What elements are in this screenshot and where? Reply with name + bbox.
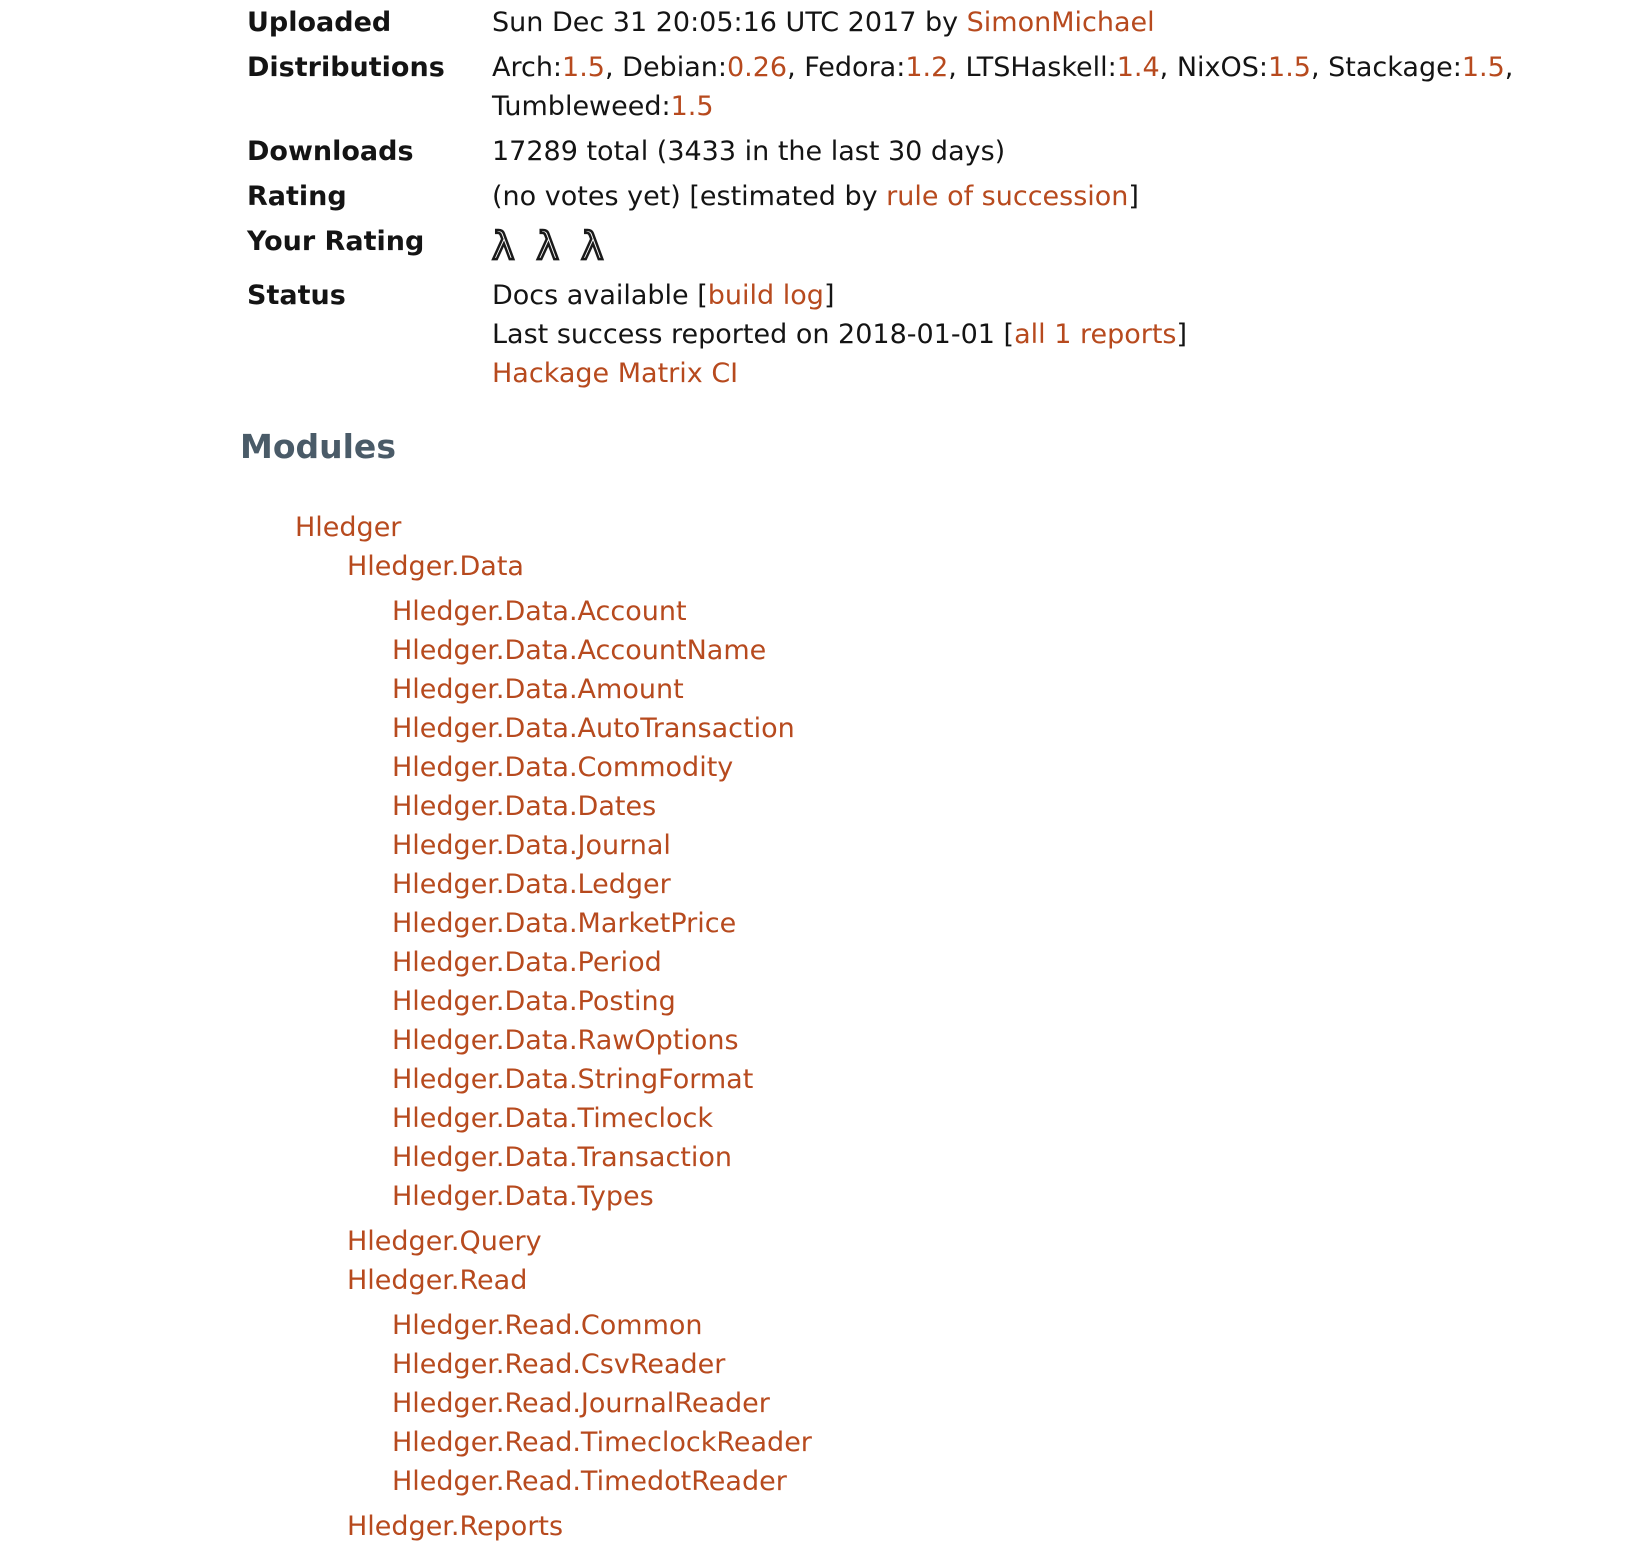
- status-matrix-line: [492, 354, 1513, 393]
- uploaded-value: [492, 3, 1513, 48]
- distribution-version-link[interactable]: 1.2: [905, 52, 949, 83]
- module-item: [240, 547, 1639, 586]
- module-link[interactable]: Hledger.Data.Dates: [392, 791, 657, 822]
- rating-label: Rating: [247, 181, 347, 212]
- all-reports-link[interactable]: all 1 reports: [1014, 319, 1177, 350]
- distribution-version-link[interactable]: 1.5: [562, 52, 605, 83]
- uploader-link[interactable]: SimonMichael: [966, 7, 1155, 38]
- distribution-separator: ,: [787, 52, 805, 83]
- module-item: [240, 982, 1639, 1021]
- distribution-name: NixOS:: [1176, 52, 1269, 83]
- distribution-name: Fedora:: [804, 52, 906, 83]
- rating-lambda-icon[interactable]: λ: [492, 224, 515, 268]
- module-item: [240, 865, 1639, 904]
- module-list: [240, 508, 1639, 1546]
- module-item: [240, 508, 1639, 547]
- hackage-matrix-ci-link[interactable]: Hackage Matrix CI: [492, 358, 739, 389]
- module-link[interactable]: Hledger.Reports: [347, 1511, 564, 1542]
- module-item: [240, 709, 1639, 748]
- module-item: [240, 670, 1639, 709]
- build-log-link[interactable]: build log: [707, 280, 824, 311]
- module-item: [240, 1306, 1639, 1345]
- module-item: [240, 1138, 1639, 1177]
- distribution-version-link[interactable]: 0.26: [726, 52, 788, 83]
- module-item: [240, 1021, 1639, 1060]
- module-item: [240, 826, 1639, 865]
- module-link[interactable]: Hledger.Query: [347, 1226, 542, 1257]
- module-link[interactable]: Hledger.Read.Common: [392, 1310, 703, 1341]
- module-link[interactable]: Hledger.Data.Journal: [392, 830, 671, 861]
- module-item: [240, 1507, 1639, 1546]
- status-success-suffix: ]: [1176, 319, 1188, 350]
- module-item: [240, 943, 1639, 982]
- module-link[interactable]: Hledger.Data.AccountName: [392, 635, 767, 666]
- module-link[interactable]: Hledger.Data.Period: [392, 947, 662, 978]
- module-item: [240, 631, 1639, 670]
- module-link[interactable]: Hledger.Data: [347, 551, 524, 582]
- distribution-separator: ,: [604, 52, 623, 83]
- distribution-name: Arch:: [492, 52, 563, 83]
- module-item: [240, 1099, 1639, 1138]
- module-link[interactable]: Hledger.Read.TimedotReader: [392, 1466, 787, 1497]
- module-link[interactable]: Hledger: [295, 512, 402, 543]
- status-docs-line: [492, 276, 1513, 315]
- distribution-separator: ,: [1310, 52, 1329, 83]
- your-rating-value: [492, 222, 1513, 276]
- module-item: [240, 787, 1639, 826]
- downloads-row: [247, 132, 1513, 177]
- module-link[interactable]: Hledger.Data.Ledger: [392, 869, 671, 900]
- module-link[interactable]: Hledger.Read.CsvReader: [392, 1349, 726, 1380]
- distribution-version-link[interactable]: 1.5: [670, 91, 714, 122]
- uploaded-row: [247, 3, 1513, 48]
- status-success-text: Last success reported on 2018-01-01 [: [492, 319, 1015, 350]
- rating-value: [492, 177, 1513, 222]
- downloads-value: 17289 total (3433 in the last 30 days): [492, 136, 1006, 167]
- module-item: [240, 1384, 1639, 1423]
- module-link[interactable]: Hledger.Data.Transaction: [392, 1142, 733, 1173]
- module-item: [240, 904, 1639, 943]
- rating-lambda-icon[interactable]: λ: [536, 224, 559, 268]
- modules-heading: Modules: [240, 427, 396, 466]
- status-docs-text: Docs available [: [492, 280, 708, 311]
- downloads-label: Downloads: [247, 136, 414, 167]
- status-row: [247, 276, 1513, 399]
- distribution-version-link[interactable]: 1.5: [1461, 52, 1505, 83]
- module-link[interactable]: Hledger.Data.Types: [392, 1181, 654, 1212]
- status-docs-suffix: ]: [823, 280, 835, 311]
- module-item: [240, 1345, 1639, 1384]
- module-link[interactable]: Hledger.Data.StringFormat: [392, 1064, 754, 1095]
- rating-text-suffix: ]: [1128, 181, 1139, 212]
- rule-of-succession-link[interactable]: rule of succession: [886, 181, 1129, 212]
- distributions-value: [492, 48, 1513, 132]
- distribution-name: Debian:: [622, 52, 727, 83]
- module-item: [240, 748, 1639, 787]
- distribution-separator: ,: [948, 52, 966, 83]
- module-item: [240, 1261, 1639, 1300]
- distribution-name: Stackage:: [1328, 52, 1462, 83]
- rating-text: (no votes yet) [estimated by: [492, 181, 887, 212]
- uploaded-text: Sun Dec 31 20:05:16 UTC 2017 by: [492, 7, 967, 38]
- distribution-separator: ,: [1159, 52, 1177, 83]
- module-item: [240, 1060, 1639, 1099]
- status-success-line: [492, 315, 1513, 354]
- distribution-name: LTSHaskell:: [965, 52, 1117, 83]
- distribution-version-link[interactable]: 1.4: [1116, 52, 1160, 83]
- your-rating-label: Your Rating: [247, 226, 425, 257]
- module-item: [240, 1462, 1639, 1501]
- distribution-name: Tumbleweed:: [492, 91, 671, 122]
- module-link[interactable]: Hledger.Read.JournalReader: [392, 1388, 770, 1419]
- module-link[interactable]: Hledger.Data.RawOptions: [392, 1025, 739, 1056]
- module-link[interactable]: Hledger.Data.Amount: [392, 674, 684, 705]
- module-item: [240, 1423, 1639, 1462]
- module-link[interactable]: Hledger.Data.AutoTransaction: [392, 713, 795, 744]
- rating-lambda-icon[interactable]: λ: [581, 224, 604, 268]
- module-item: [240, 592, 1639, 631]
- module-link[interactable]: Hledger.Data.Commodity: [392, 752, 734, 783]
- status-label: Status: [247, 280, 346, 311]
- module-link[interactable]: Hledger.Data.Account: [392, 596, 687, 627]
- module-item: [240, 1177, 1639, 1216]
- distributions-row: [247, 48, 1513, 132]
- module-link[interactable]: Hledger.Data.Posting: [392, 986, 676, 1017]
- package-properties-table: [247, 3, 1513, 399]
- status-value: [492, 276, 1513, 399]
- module-link[interactable]: Hledger.Data.MarketPrice: [392, 908, 737, 939]
- module-item: [240, 1222, 1639, 1261]
- distributions-label: Distributions: [247, 52, 445, 83]
- distribution-separator: ,: [1504, 52, 1514, 83]
- module-link[interactable]: Hledger.Read.TimeclockReader: [392, 1427, 812, 1458]
- rating-row: [247, 177, 1513, 222]
- uploaded-label: Uploaded: [247, 7, 392, 38]
- module-link[interactable]: Hledger.Read: [347, 1265, 528, 1296]
- distribution-version-link[interactable]: 1.5: [1268, 52, 1311, 83]
- your-rating-row: [247, 222, 1513, 276]
- module-link[interactable]: Hledger.Data.Timeclock: [392, 1103, 713, 1134]
